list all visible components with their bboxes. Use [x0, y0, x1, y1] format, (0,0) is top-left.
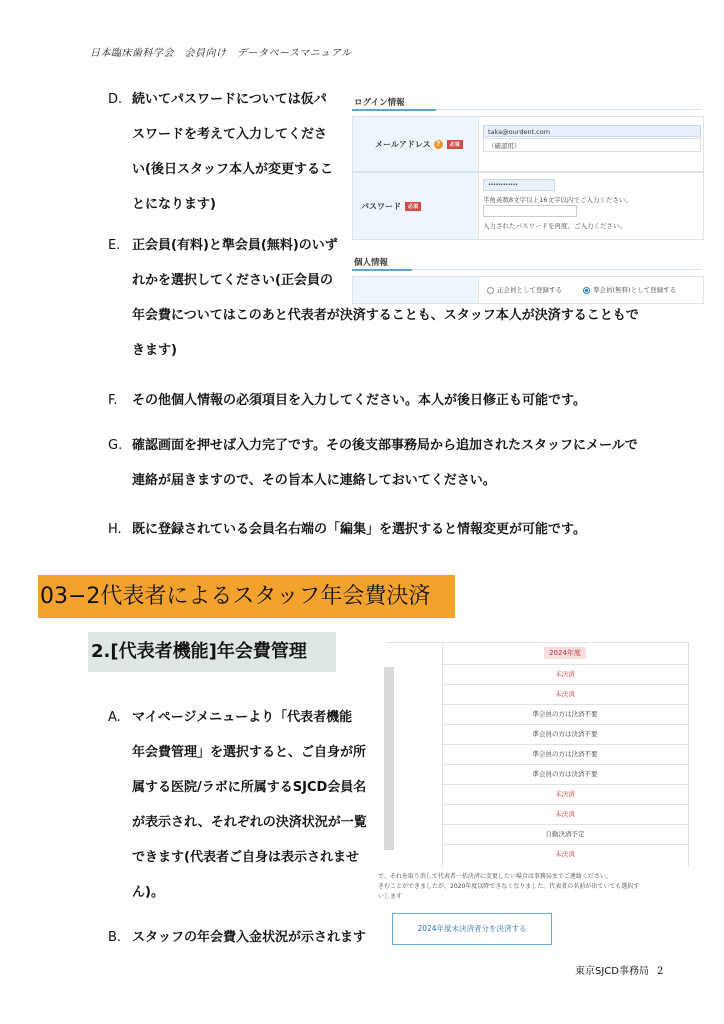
step-a-line-6: ん)。	[132, 885, 164, 900]
page-number: 2	[656, 966, 664, 977]
password-hint: 半角英数8文字以上16文字以内でご入力ください。	[483, 196, 632, 204]
fee-status-row: 準会員の方は決済不要	[442, 744, 688, 764]
step-a	[108, 700, 368, 910]
item-d	[108, 82, 348, 222]
personal-section-title: 個人情報	[354, 258, 389, 268]
password-label-cell	[352, 172, 480, 240]
year-header	[442, 644, 688, 663]
item-h	[108, 512, 688, 547]
item-f-text: その他個人情報の必須項目を入力してください。本人が後日修正も可能です。	[132, 393, 586, 408]
fee-status-row: 未決済	[442, 664, 688, 684]
item-g-line-2: 連絡が届きますので、その旨本人に連絡しておいてください。	[132, 473, 496, 488]
section-title: 03−2代表者によるスタッフ年会費決済	[38, 575, 455, 618]
login-section-title: ログイン情報	[354, 98, 405, 108]
step-b-marker: B.	[108, 930, 122, 945]
item-e-line-2: れかを選択してください(正会員の	[132, 273, 333, 288]
item-g-marker: G.	[108, 438, 123, 453]
document-header: 日本臨床歯科学会 会員向け データベースマニュアル	[90, 48, 352, 59]
item-e-marker: E.	[108, 238, 121, 253]
password-input[interactable]: ••••••••••••	[483, 179, 555, 191]
email-value-cell	[478, 116, 704, 172]
fee-management-screenshot	[378, 640, 690, 933]
email-label-cell	[352, 116, 480, 172]
item-d-line-2: スワードを考えて入力してくださ	[132, 127, 328, 142]
note-line-1: で、それを取り消して代表者一括決済に変更したい場合は事務局までご連絡ください。	[378, 873, 612, 880]
fee-status-row: 未決済	[442, 804, 688, 824]
item-f	[108, 383, 688, 418]
fee-status-row: 準会員の方は決済不要	[442, 764, 688, 784]
step-a-line-1: マイページメニューより「代表者機能	[132, 710, 353, 725]
required-badge: 必須	[447, 140, 463, 149]
fee-status-row: 自動決済予定	[442, 824, 688, 844]
membership-label-cell	[352, 276, 480, 304]
step-a-line-3: 属する医院/ラボに所属するSJCD会員名	[132, 780, 367, 795]
item-f-marker: F.	[108, 393, 118, 408]
radio-associate-member[interactable]: 準会員(無料)として登録する	[583, 285, 676, 294]
fee-status-row: 準会員の方は決済不要	[442, 724, 688, 744]
email-label: メールアドレス	[375, 140, 431, 149]
help-icon[interactable]: ?	[434, 140, 443, 149]
note-line-3: いします	[378, 893, 403, 900]
item-e-line-4: きます)	[132, 343, 177, 358]
item-g-line-1: 確認画面を押せば入力完了です。その後支部事務局から追加されたスタッフにメールで	[132, 438, 638, 453]
item-d-line-4: とになります)	[132, 197, 216, 212]
personal-section-rule	[352, 269, 412, 271]
password-confirm-input[interactable]	[483, 205, 577, 217]
login-section-rule	[352, 109, 436, 111]
membership-value-cell	[478, 276, 704, 304]
email-confirm-input[interactable]: （確認用）	[483, 138, 701, 152]
item-d-line-1: 続いてパスワードについては仮パ	[132, 92, 327, 107]
step-a-line-2: 年会費管理」を選択すると、ご自身が所	[132, 745, 367, 760]
email-input[interactable]: taka@ourdent.com	[483, 125, 701, 137]
item-h-marker: H.	[108, 522, 122, 537]
step-a-line-5: できます(代表者ご自身は表示されませ	[132, 850, 359, 865]
fee-status-row: 未決済	[442, 684, 688, 704]
step-a-line-4: が表示され、それぞれの決済状況が一覧	[132, 815, 367, 830]
year-badge: 2024年度	[544, 647, 586, 659]
item-h-text: 既に登録されている会員名右端の「編集」を選択すると情報変更が可能です。	[132, 522, 586, 537]
password-confirm-hint: 入力されたパスワードを再度、ご入力ください。	[483, 222, 626, 230]
item-e-line-3: 年会費についてはこのあと代表者が決済することも、スタッフ本人が決済することもで	[132, 308, 639, 323]
scrollbar[interactable]	[384, 667, 394, 850]
step-b	[108, 920, 383, 955]
fee-status-row: 未決済	[442, 784, 688, 804]
item-d-line-3: い(後日スタッフ本人が変更するこ	[132, 162, 333, 177]
item-g	[108, 428, 688, 498]
item-e-line-1: 正会員(有料)と準会員(無料)のいず	[132, 238, 338, 253]
registration-form-screenshot	[352, 92, 702, 304]
step-b-text: スタッフの年会費入金状況が示されます	[132, 930, 367, 945]
password-value-cell	[478, 172, 704, 240]
password-label: パスワード	[361, 202, 401, 211]
fee-status-row: 未決済	[442, 844, 688, 864]
radio-unchecked-icon	[487, 287, 494, 294]
radio-regular-member[interactable]: 正会員として登録する	[487, 285, 562, 294]
pay-unpaid-button[interactable]: 2024年度未決済者分を決済する	[392, 913, 552, 945]
radio-checked-icon	[583, 287, 590, 294]
footer-office: 東京SJCD事務局	[575, 966, 649, 977]
required-badge: 必須	[405, 202, 421, 211]
subsection-title: 2.[代表者機能]年会費管理	[88, 632, 336, 672]
fee-status-row: 準会員の方は決済不要	[442, 704, 688, 724]
step-a-marker: A.	[108, 710, 121, 725]
note-line-2: きむことができましたが、2020年度以降できなくなりました。代表者の名前が出ていても選択す	[378, 883, 640, 890]
item-d-marker: D.	[108, 92, 123, 107]
footer	[575, 962, 663, 977]
